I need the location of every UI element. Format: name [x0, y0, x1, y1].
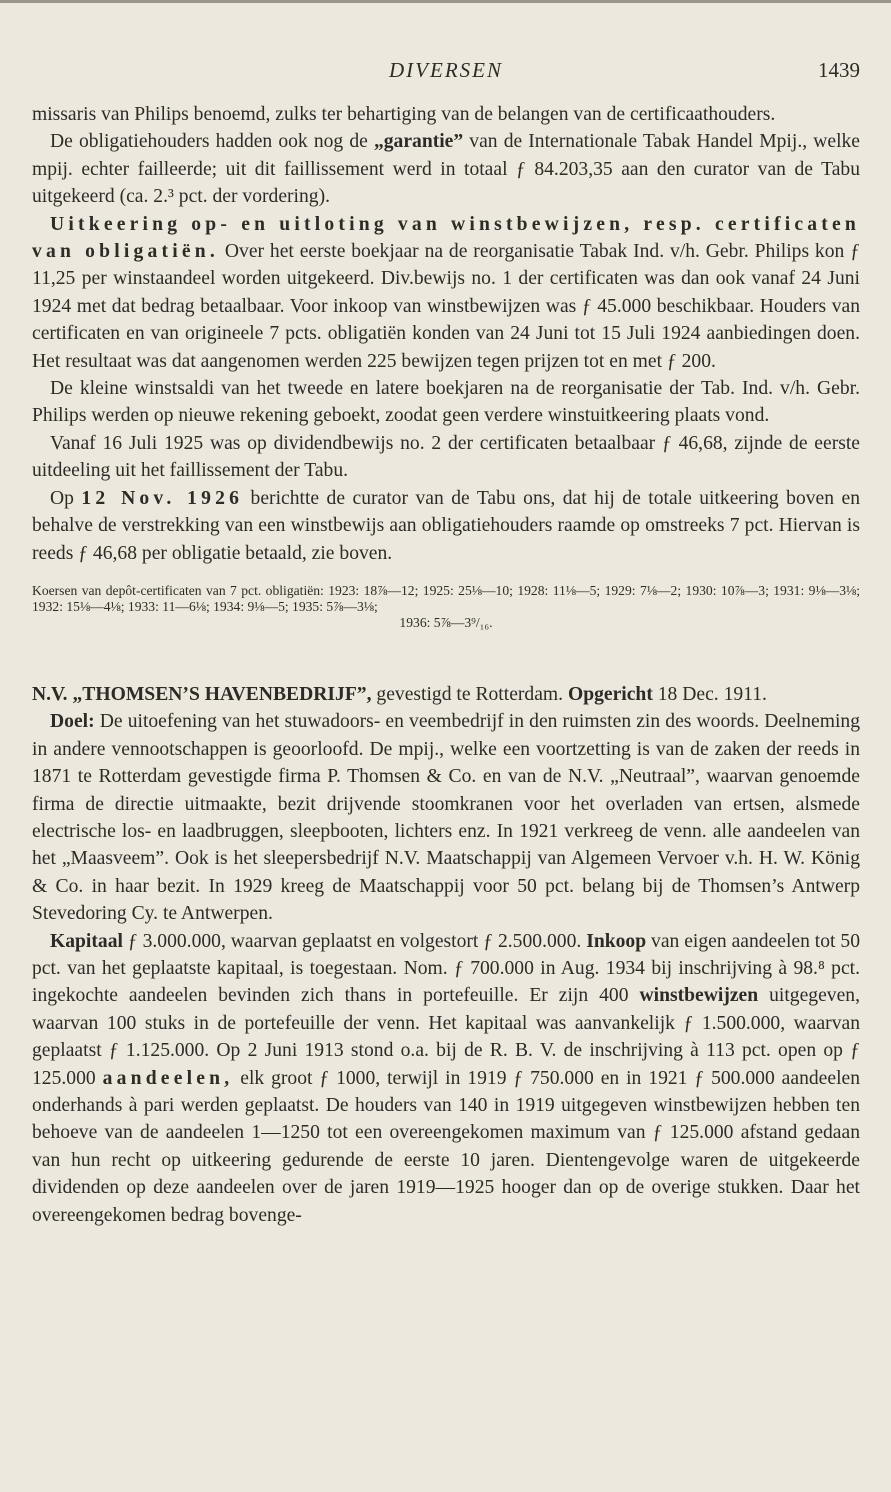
kapitaal-label: Kapitaal [50, 930, 123, 952]
paragraph-uitkeering [32, 211, 860, 375]
paragraph-curator [32, 485, 860, 567]
date-highlight: 12 Nov. 1926 [81, 487, 244, 509]
company-name: N.V. „THOMSEN’S HAVENBEDRIJF”, [32, 683, 372, 705]
section-gap [32, 631, 860, 681]
paragraph-text: De uitoefening van het stuwadoors- en veembedrijf in den ruimsten zin des woords. Deelneming in andere vennootschappen is geoorloofd. De mpij., welke een voortzetting is van de zaken der reeds in 1871 te Rotterdam gevestigde firma P. Thomsen & Co. en van de N.V. „Neutraal”, waarvan genoemde firma de directie uitmaakte, bezit drijvende stoomkranen voor het overladen van ertsen, alsmede electrische los- en laadbruggen, sleepbooten, lichters enz. In 1921 verkreeg de venn. alle aandeelen van het „Maasveem”. Ook is het sleepersbedrijf N.V. Maatschappij van Algemeen Vervoer v.h. H. W. König & Co. in haar bezit. In 1929 kreeg de Maatschappij voor 50 pct. belang bij de Thomsen’s Antwerp Stevedoring Cy. te Antwerpen. [32, 711, 860, 925]
garantie-term: „garantie” [373, 131, 464, 153]
inkoop-label: Inkoop [586, 930, 647, 952]
winstbewijzen-label: winstbewijzen [639, 985, 759, 1007]
paragraph-text: berichtte de curator van de Tabu ons, dat hij de totale uitkeering boven en behalve de verstrekking van een winstbewijs aan obligatiehouders raamde op omstreeks 7 pct. Hiervan is reeds ƒ 46,68 per obligatie betaald, zie boven. [32, 487, 860, 564]
company-title-paragraph [32, 681, 860, 708]
running-head: DIVERSEN [389, 58, 503, 82]
paragraph-text: gevestigd te Rotterdam. [371, 683, 568, 705]
paragraph-winstsaldi: De kleine winstsaldi van het tweede en latere boekjaren na de reorganisatie der Tab. Ind. v/h. Gebr. Philips werden op nieuwe rekening geboekt, zoodat geen verdere winstuitkeering plaats vond. [32, 378, 860, 427]
paragraph-text: Op [50, 487, 82, 509]
koersen-note [32, 583, 860, 631]
section-heading-uitkeering: Uitkeering op- en uitloting van winstbewijzen, resp. certificaten van obligatiën. [32, 213, 860, 263]
paragraph-text: van eigen aandeelen tot 50 pct. van het geplaatste kapitaal, is toegestaan. Nom. ƒ 700.000 in Aug. 1934 bij inschrijving à 98.⁸ pct. ingekochte aandeelen bevinden zich thans in portefeuille. Er zijn 400 [32, 930, 860, 1007]
opgericht-label: Opgericht [567, 683, 653, 705]
paragraph-kapitaal [32, 928, 860, 1229]
paragraph-text: ƒ 3.000.000, waarvan geplaatst en volgestort ƒ 2.500.000. [122, 930, 587, 952]
aandeelen-label: aandeelen, [102, 1067, 234, 1089]
paragraph-text: van de Internationale Tabak Handel Mpij., welke mpij. echter failleerde; uit dit faillissement werd in totaal ƒ 84.203,35 aan den curator van de Tabu uitgekeerd (ca. 2.³ pct. der vordering). [32, 131, 861, 208]
paragraph-text: elk groot ƒ 1000, terwijl in 1919 ƒ 750.000 en in 1921 ƒ 500.000 aandeelen onderhands à pari werden geplaatst. De houders van 140 in 1919 uitgegeven winstbewijzen hebben ten behoeve van de aandeelen 1—1250 tot een overeengekomen maximum van ƒ 125.000 afstand gedaan van hun recht op uitkeering gedurende de eerste 10 jaren. Dientengevolge waren de uitgekeerde dividenden op deze aandeelen over de jaren 1919—1925 hooger dan op de overige stukken. Daar het overeengekomen bedrag bovenge- [32, 1067, 861, 1226]
paragraph-text: uitgegeven, waarvan 100 stuks in de portefeuille der venn. Het kapitaal was aanvankelijk ƒ 1.500.000, waarvan geplaatst ƒ 1.125.000. Op 2 Juni 1913 stond o.a. bij de R. B. V. de inschrijving à 113 pct. open op ƒ 125.000 [32, 985, 860, 1089]
paragraph-certificaathouders: missaris van Philips benoemd, zulks ter behartiging van de belangen van de certificaathouders. [32, 104, 776, 125]
top-edge-rule [0, 0, 891, 3]
doel-label: Doel: [50, 711, 95, 733]
paragraph-text: Over het eerste boekjaar na de reorganisatie Tabak Ind. v/h. Gebr. Philips kon ƒ 11,25 per winstaandeel worden uitgekeerd. Div.bewijs no. 1 der certificaten was dan ook vanaf 24 Juni 1924 met dat bedrag betaalbaar. Voor inkoop van winstbewijzen was ƒ 45.000 beschikbaar. Houders van certificaten en van origineele 7 pcts. obligatiën konden van 24 Juni tot 15 Juli 1924 aanbiedingen doen. Het resultaat was dat aangenomen werden 225 bewijzen tegen prijzen tot en met ƒ 200. [32, 241, 860, 372]
opgericht-value: 18 Dec. 1911. [652, 683, 767, 705]
page-body [32, 101, 860, 1229]
koersen-line-final: 1936: 5⅞—3⁹/₁₆. [399, 614, 493, 630]
koersen-line: Koersen van depôt-certificaten van 7 pct. obligatiën: 1923: 18⅞—12; 1925: 25⅛—10; 1928: 11⅛—5; 1929: 7⅛—2; 1930: 10⅞—3; 1931: 9⅛—3⅛; 1932: 15⅛—4⅛; 1933: 11—6⅛; 1934: 9⅛—5; 1935: 5⅞—3⅛; [32, 582, 860, 614]
page-number: 1439 [818, 58, 860, 82]
paragraph-garantie [32, 128, 860, 210]
paragraph-doel [32, 708, 860, 927]
page-header [32, 58, 860, 88]
paragraph-text: De obligatiehouders hadden ook nog de [50, 131, 374, 153]
paragraph-dividendbewijs: Vanaf 16 Juli 1925 was op dividendbewijs no. 2 der certificaten betaalbaar ƒ 46,68, zijnde de eerste uitdeeling uit het faillissement der Tabu. [32, 432, 860, 482]
